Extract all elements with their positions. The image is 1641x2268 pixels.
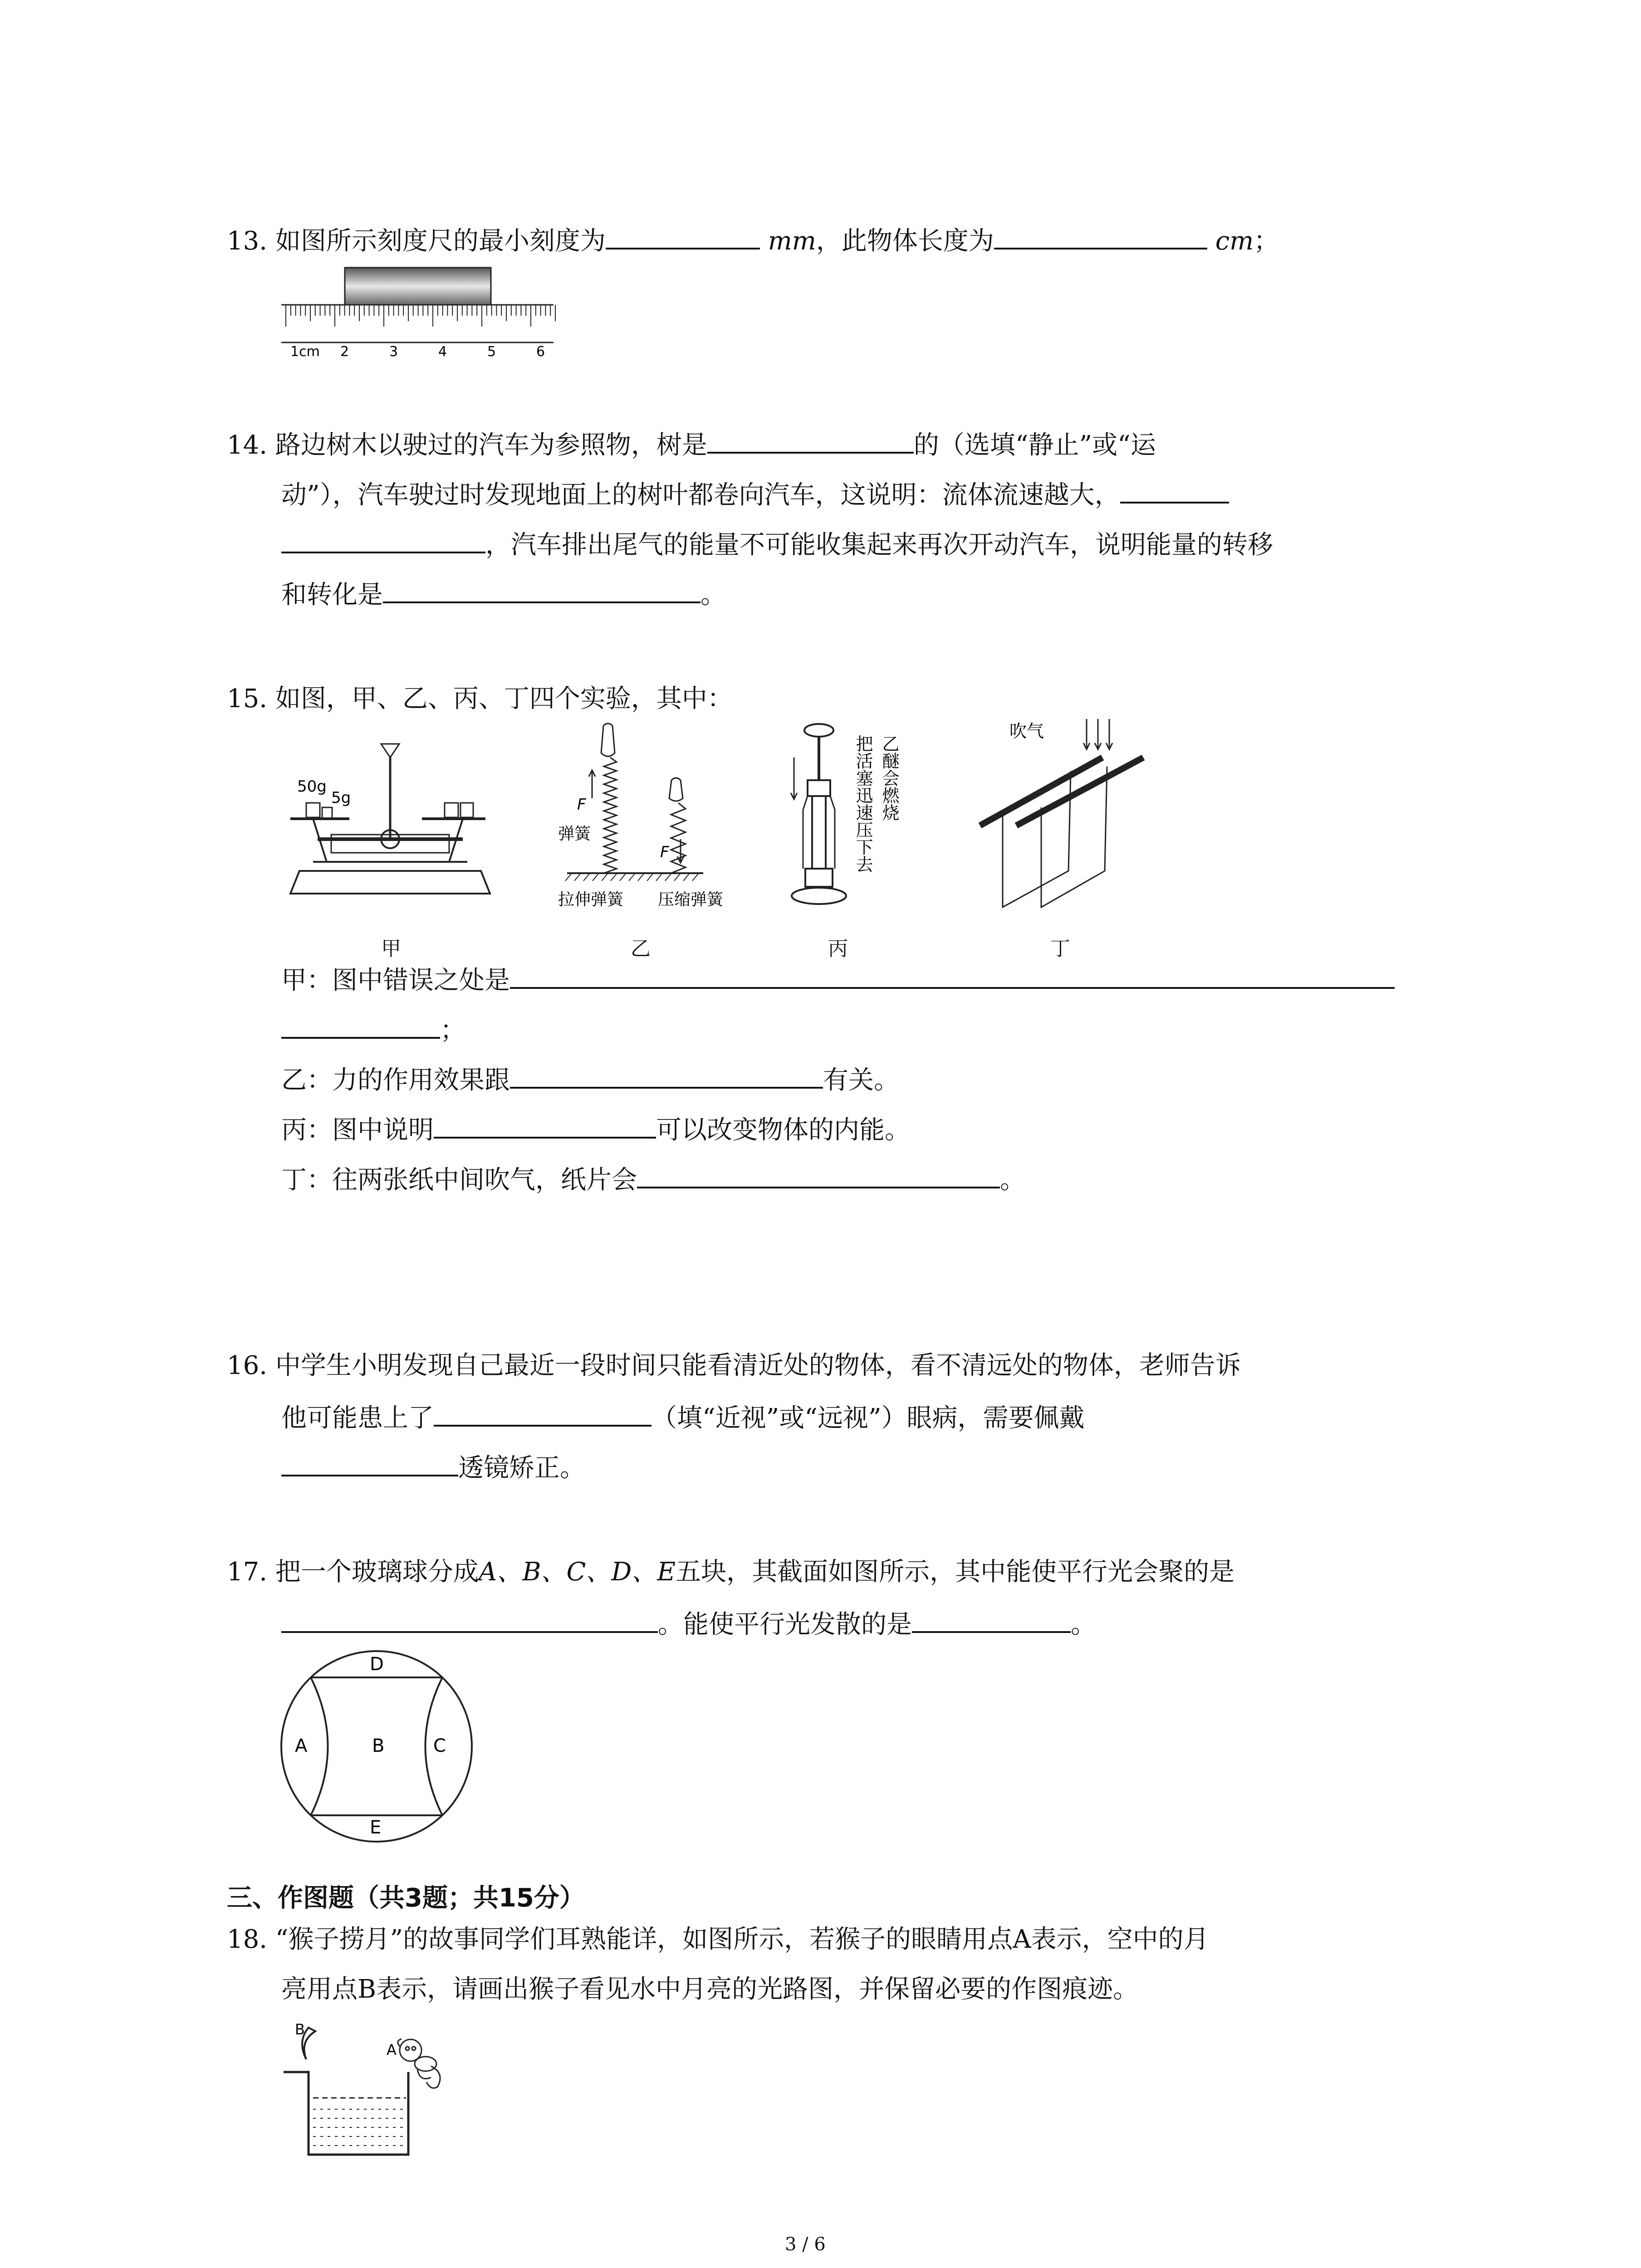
- q14-line1a: 路边树木以驶过的汽车为参照物，树是: [275, 430, 707, 460]
- q18-number: 18.: [227, 1925, 268, 1954]
- q14-line3: ，汽车排出尾气的能量不可能收集起来再次开动汽车，说明能量的转移: [485, 530, 1273, 560]
- q13-tick-label-6: 6: [536, 344, 545, 360]
- q15-spring-stretched: [604, 758, 617, 873]
- q15-figure-ding-paper: [975, 717, 1157, 916]
- q18-label-b: B: [295, 2021, 305, 2038]
- q17-line-2: [281, 1606, 1096, 1641]
- q18-line1: “猴子捞月”的故事同学们耳熟能详，如图所示，若猴子的眼睛用点A表示，空中的月: [275, 1925, 1209, 1954]
- q15-compress-label: 压缩弹簧: [658, 890, 724, 909]
- ground-hatch: [565, 873, 572, 881]
- ground-hatch: [620, 873, 626, 881]
- q15-spring-compressed: [671, 803, 686, 873]
- q16-line-3: [281, 1449, 585, 1485]
- q15-caption-jia: 甲: [381, 937, 401, 960]
- q15-blank-jia-2[interactable]: [281, 1012, 440, 1039]
- q15-number: 15.: [227, 684, 268, 714]
- q16-line2a: 他可能患上了: [281, 1403, 434, 1433]
- q15-yi-end: 有关。: [823, 1066, 899, 1095]
- q16-line1: 中学生小明发现自己最近一段时间只能看清近处的物体，看不清远处的物体，老师告诉: [275, 1351, 1241, 1380]
- q17-label-b: B: [372, 1735, 385, 1756]
- q14-line4b: 。: [700, 580, 726, 610]
- q14-line1b: 的（选填“静止”或“运: [913, 430, 1156, 460]
- q14-number: 14.: [227, 430, 268, 460]
- q13-end: ；: [1254, 226, 1279, 256]
- q15-blank-ding[interactable]: [637, 1161, 1000, 1188]
- ground-hatch: [574, 873, 581, 881]
- q16-blank-1[interactable]: [434, 1399, 652, 1427]
- q18-line2: 亮用点B表示，请画出猴子看见水中月亮的光路图，并保留必要的作图痕迹。: [281, 1975, 1139, 2004]
- q15-ding-text: 丁：往两张纸中间吹气，纸片会: [281, 1165, 637, 1195]
- q15-figure-jia-balance: [272, 726, 508, 916]
- q15-figure-bing-piston: [780, 717, 930, 916]
- q15-blow-label: 吹气: [1009, 721, 1044, 741]
- q15-weight-5g: 5g: [331, 789, 351, 807]
- q16-number: 16.: [227, 1351, 268, 1380]
- q14-line2: 动”），汽车驶过时发现地面上的树叶都卷向汽车，这说明：流体流速越大，: [281, 480, 1120, 510]
- q15-bing-end: 可以改变物体的内能。: [656, 1115, 910, 1145]
- q16-line-1: [227, 1349, 1241, 1382]
- ground-hatch: [674, 873, 681, 881]
- q15-caption-bing: 丙: [828, 937, 848, 960]
- ground-hatch: [665, 873, 671, 881]
- q15-weight-50g: 50g: [297, 777, 327, 796]
- q15-ether-burns: 乙醚会燃烧: [879, 735, 899, 821]
- ground-hatch: [629, 873, 635, 881]
- q13-tick-label-2: 2: [340, 344, 349, 360]
- ground-hatch: [583, 873, 590, 881]
- ground-hatch: [647, 873, 653, 881]
- q13-measured-object: [345, 268, 491, 305]
- q14-line-2: [281, 476, 1229, 512]
- q14-line-3: [281, 526, 1273, 562]
- q13-blank-2[interactable]: [994, 222, 1207, 249]
- q15-intro-text: 如图，甲、乙、丙、丁四个实验，其中：: [275, 684, 733, 714]
- q13-tick-label-1cm: 1cm: [290, 344, 320, 360]
- q17-label-d: D: [370, 1654, 384, 1675]
- q17-line1b: 五块，其截面如图所示，其中能使平行光会聚的是: [676, 1557, 1235, 1587]
- q15-yi-answer: [281, 1061, 899, 1097]
- ground-hatch: [683, 873, 690, 881]
- q18-line-1: [227, 1923, 1209, 1956]
- q17-blank-2[interactable]: [912, 1606, 1071, 1633]
- ground-hatch: [602, 873, 608, 881]
- q15-blank-yi[interactable]: [510, 1061, 823, 1089]
- q15-figure-yi-springs: [549, 717, 749, 916]
- q15-stretch-label: 拉伸弹簧: [558, 890, 624, 909]
- ground-hatch: [611, 873, 617, 881]
- q15-caption-yi: 乙: [631, 937, 651, 960]
- q13-ruler-figure: [277, 259, 567, 363]
- q14-line-1: [227, 426, 1156, 462]
- q17-label-e: E: [370, 1817, 382, 1838]
- q15-bing-answer: [281, 1111, 910, 1147]
- q13-unit-mm: mm: [768, 226, 816, 256]
- q15-jia-answer-2: [281, 1012, 465, 1047]
- page-number: 3 / 6: [785, 2234, 826, 2255]
- q13-tick-label-4: 4: [438, 344, 447, 360]
- q17-glass-ball-figure: [277, 1647, 476, 1846]
- q18-label-a: A: [387, 2041, 397, 2058]
- q14-line4a: 和转化是: [281, 580, 383, 610]
- q15-yi-text: 乙：力的作用效果跟: [281, 1066, 510, 1095]
- q17-line2b: 。: [1071, 1610, 1096, 1639]
- q15-intro: [227, 683, 733, 715]
- q15-force-label-1: F: [577, 796, 586, 814]
- q16-line2b: （填“近视”或“远视”）眼病，需要佩戴: [652, 1403, 1085, 1433]
- q15-piston-instruction: 把活塞迅速压下去: [853, 735, 873, 873]
- q14-blank-2b[interactable]: [281, 526, 485, 553]
- q13-number: 13.: [227, 226, 268, 256]
- q17-line2a: 。能使平行光发散的是: [658, 1610, 912, 1639]
- q17-letters: A、B、C、D、E: [478, 1557, 676, 1587]
- q14-line-4: [281, 576, 726, 611]
- q13-ruler-ticks: [286, 305, 555, 327]
- section-3-title: 三、作图题（共3题；共15分）: [227, 1883, 585, 1913]
- q14-blank-3[interactable]: [383, 576, 700, 603]
- q15-ding-end: 。: [1000, 1165, 1025, 1195]
- q15-bing-text: 丙：图中说明: [281, 1115, 434, 1145]
- q16-blank-2[interactable]: [281, 1449, 458, 1476]
- q15-jia-answer: [281, 962, 1395, 997]
- q17-label-a: A: [295, 1735, 308, 1756]
- q15-spring-label: 弹簧: [558, 825, 591, 843]
- q13-text: [227, 222, 1279, 258]
- q15-blank-bing[interactable]: [434, 1111, 656, 1139]
- q16-line-2: [281, 1399, 1085, 1435]
- q13-unit-cm: cm: [1215, 226, 1254, 256]
- q17-line-1: [227, 1556, 1234, 1589]
- q15-caption-ding: 丁: [1050, 937, 1070, 960]
- q13-mid: ，此物体长度为: [816, 226, 994, 256]
- ground-hatch: [692, 873, 699, 881]
- ground-hatch: [656, 873, 662, 881]
- q18-line-2: [281, 1973, 1138, 2006]
- q13-tick-label-3: 3: [389, 344, 398, 360]
- q13-blank-1[interactable]: [606, 222, 760, 249]
- q18-monkey-icon: [398, 2039, 440, 2088]
- q15-ding-answer: [281, 1161, 1025, 1197]
- q15-jia-text: 甲：图中错误之处是: [281, 966, 510, 995]
- q17-line1a: 把一个玻璃球分成: [275, 1557, 479, 1587]
- q14-blank-1[interactable]: [707, 426, 914, 454]
- q13-tick-label-5: 5: [487, 344, 496, 360]
- q16-line3: 透镜矫正。: [458, 1453, 585, 1483]
- q15-blank-jia-1[interactable]: [510, 962, 1395, 989]
- q14-blank-2a[interactable]: [1120, 476, 1229, 503]
- q15-force-label-2: F: [660, 843, 669, 861]
- ground-hatch: [593, 873, 599, 881]
- q17-label-c: C: [433, 1735, 446, 1756]
- q13-prefix: 如图所示刻度尺的最小刻度为: [275, 226, 606, 256]
- q18-monkey-moon-figure: [281, 2019, 472, 2164]
- ground-hatch: [638, 873, 644, 881]
- q15-jia-end: ；: [440, 1016, 465, 1045]
- q17-blank-1[interactable]: [281, 1606, 658, 1633]
- q17-number: 17.: [227, 1557, 268, 1587]
